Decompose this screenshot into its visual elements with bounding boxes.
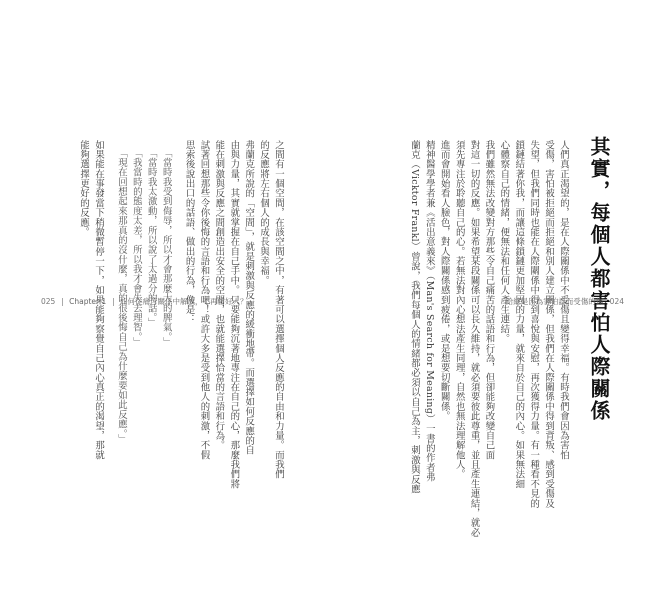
- body-line: 思索後說出口的話語、做出的行為，像是：: [183, 140, 195, 325]
- body-line: 須先專注於聆聽自己的心。若無法對內心想法產生同理，自然也無法理解他人。: [453, 140, 465, 480]
- chapter-section-title: 其實，每個人都害怕人際關係: [587, 136, 611, 422]
- paragraph-gap: [105, 140, 113, 286]
- body-line: 我們雖然無法改變對方那些令自己痛苦的話語和行為，但卻能夠改變自己面: [483, 140, 495, 460]
- right-page-footer: [506, 296, 624, 307]
- body-line: 由與力量，其實就掌握在自己手中。只要能夠沉著地專注在自己的心，那麼我們將: [228, 140, 240, 489]
- body-line: 能夠選擇更好的反應。: [78, 140, 90, 237]
- body-line: 鎖鏈結著你我，而讓這條鎖鏈更加堅固的力量，就來自於自己的內心。如果無法細: [513, 140, 525, 489]
- body-line: 對這一切的反應。如果希望某段關係可以長久維持，就必須要彼此尊重，並且產生連結，就必: [468, 140, 480, 538]
- paragraph-gap: [173, 140, 181, 286]
- body-line: 蘭克（Vicktor Frankl）曾說，我們每個人的情緒都必須以自己為主，刺激與反應: [408, 140, 420, 494]
- quote-line: 「我當時的態度太差，所以我才會失去理智。」: [130, 148, 142, 347]
- body-line: 受傷，害怕被拒絕而拒絕和別人建立關係，但我們在人際關係中得到背叛、感到受傷及: [543, 140, 555, 509]
- body-line: 試著回想那些令你後悔的言語和行為吧！或許大多是受到他人的刺激，不假: [198, 140, 210, 460]
- page-number: 024: [609, 297, 624, 306]
- quote-line: 「現在回想起來那真的沒什麼，真的很後悔自己為什麼要如此反應。」: [115, 148, 127, 444]
- body-line: 精神醫學學者兼《活出意義來》（Man's Search for Meaning）一書的作者弗: [423, 140, 435, 482]
- body-line: 弗蘭克所說的「空間」，就是刺激與反應的緩衝地帶。而選擇如何反應的自: [243, 140, 255, 456]
- left-page-footer: [41, 296, 248, 307]
- body-line: 進而會開始看人臉色，對人際關係感到疲倦，或是想要切斷關係。: [438, 140, 450, 422]
- body-line: 人們真正渴望的，是在人際關係中不受傷且變得幸福。有時我們會因為害怕: [558, 140, 569, 460]
- body-line: 的反應將左右個人的成長與幸福。: [258, 140, 270, 286]
- body-line: 失望，但我們同時也能在人際關係中得到喜悅與安慰，再次獲得力量。有一種看不見的: [528, 140, 540, 509]
- chapter-label: Chapter 1: [69, 297, 107, 306]
- body-line: 能在刺激與反應之間創造出安全的空間，也就能選擇恰當的言語和行為。: [213, 140, 225, 451]
- quote-line: 「當時我受到侮辱，所以才會那麼大的脾氣。」: [160, 148, 172, 347]
- footer-divider: [113, 298, 114, 306]
- page-number: 025: [41, 297, 56, 306]
- running-footer-title: 給總是因為害怕認而受傷的你: [505, 297, 604, 306]
- body-line: 之間有一個空間，在該空間之中，有著可以選擇個人反應的自由和力量。而我們: [273, 140, 284, 480]
- quote-line: 「當時我太激動，所以說了太過分的話。」: [145, 148, 157, 328]
- footer-divider: [62, 298, 63, 306]
- chapter-title: 如何從痛苦關係中解放，不再當好人？: [120, 297, 248, 306]
- body-line: 如果能在事發當下稍微暫停一下，如果能夠察覺自己內心真正的渴望，那就: [93, 140, 105, 460]
- body-line: 心體察自己的情緒，便無法和任何人產生連結。: [498, 140, 510, 344]
